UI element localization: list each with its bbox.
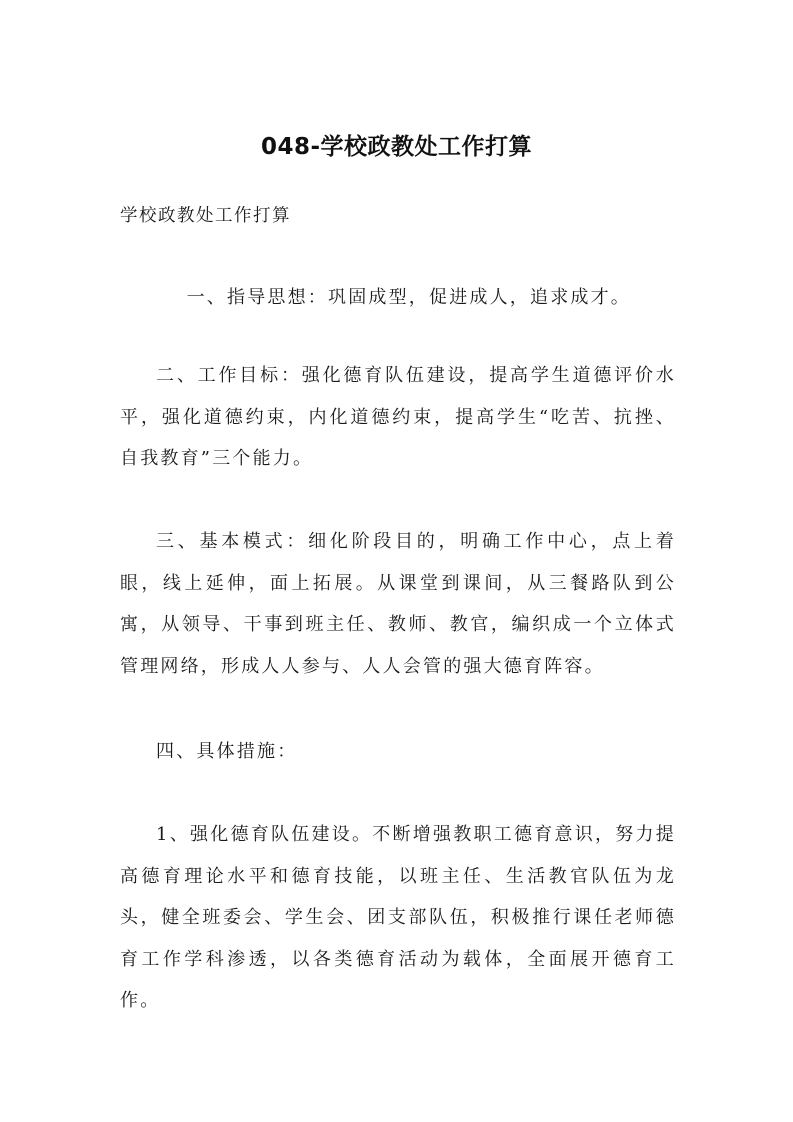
paragraph-measures-heading: 四、具体措施： (156, 741, 298, 762)
document-subtitle: 学校政教处工作打算 (120, 206, 291, 226)
paragraph-measure-1: 1、强化德育队伍建设。不断增强教职工德育意识，努力提高德育理论水平和德育技能，以班主任、生活教官队伍为龙头，健全班委会、学生会、团支部队伍，积极推行课任老师德育工作学科渗透，以各类德育活动为载体，全面展开德育工作。 (120, 824, 676, 1011)
paragraph-basic-model: 三、基本模式：细化阶段目的，明确工作中心，点上着眼，线上延伸，面上拓展。从课堂到课间，从三餐路队到公寓，从领导、干事到班主任、教师、教官，编织成一个立体式管理网络，形成人人参与、人人会管的强大德育阵容。 (120, 531, 676, 677)
document-title: 048-学校政教处工作打算 (260, 134, 533, 160)
paragraph-guiding-ideology: 一、指导思想：巩固成型，促进成人，追求成才。 (186, 287, 631, 308)
paragraph-work-goals: 二、工作目标：强化德育队伍建设，提高学生道德评价水平，强化道德约束，内化道德约束，提高学生“吃苦、抗挫、自我教育”三个能力。 (120, 365, 676, 469)
